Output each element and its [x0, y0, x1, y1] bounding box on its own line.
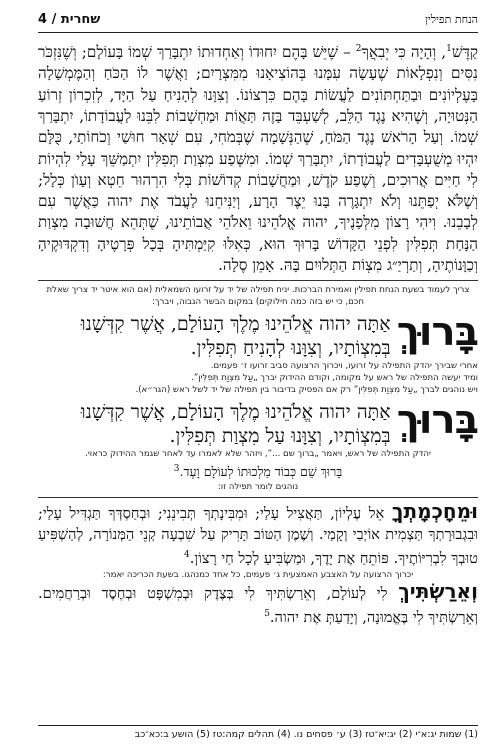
- baruch-shem-line: [38, 460, 478, 481]
- footnote-ref-1: 1: [446, 44, 452, 54]
- instruction-head: ומיד יעשה התפילה של ראש על מקומה, וקודם ההידוק יברך „עַל מִצְוַת תְּפִלִּין”.: [191, 373, 478, 384]
- footnote-ref-2: 2: [355, 44, 362, 54]
- intro-text-main: – שֶׁיֵּשׁ בָּהֶם יִחוּדוֹ וְאַחְדוּתוֹ יִתְבָּרַךְ שְׁמוֹ בָּעוֹלָם; וְשֶׁנִּזְכֹּר נִסִּים וְנִפְלָאוֹת שֶׁעָשָׂה עִמָּנוּ בְּהוֹצִיאָנוּ מִמִּצְרָיִם; וַאֲשֶׁר לוֹ הַכֹּחַ וְהַמֶּמְשָׁלָה בָּעֶלְיוֹנִים וּבַתַּחְתּוֹנִים לַעֲשׂוֹת בָּהֶם כִּרְצוֹנוֹ. וְצִוָּנוּ לְהָנִיחַ עַל הַיָּד, לְזִכְרוֹן זְרוֹעַ הַנְּטוּיָה, וְשֶׁהִיא נֶגֶד הַלֵּב, לְשַׁעְבֵּד בָּזֶה תַּאֲוֹת וּמַחְשְׁבוֹת לִבֵּנוּ לַעֲבוֹדָתוֹ, יִתְבָּרַךְ שְׁמוֹ. וְעַל הָרֹאשׁ נֶגֶד הַמֹּחַ, שֶׁהַנְּשָׁמָה שֶׁבְּמֹחִי, עִם שְׁאָר חוּשַׁי וְכֹחוֹתַי, כֻּלָּם יִהְיוּ מְשֻׁעְבָּדִים לַעֲבוֹדָתוֹ, יִתְבָּרַךְ שְׁמוֹ. וּמִשֶּׁפַע מִצְוַת תְּפִלִּין יִתְמַשֵּׁךְ עָלַי לִהְיוֹת לִי חַיִּים אֲרוּכִים, וְשֶׁפַע קֹדֶשׁ, וּמַחֲשָׁבוֹת קְדוֹשׁוֹת בְּלִי הִרְהוּר חֵטְא וְעָוֺן כְּלָל; וְשֶׁלֹּא יְפַתֵּנוּ וְלֹא יִתְגָּרֶה בָּנוּ יֵצֶר הָרָע, וְיַנִּיחֵנוּ לַעֲבֹד אֶת יהוה כַּאֲשֶׁר עִם לְבָבֵנוּ. וִיהִי רָצוֹן מִלְּפָנֶיךָ, יהוה אֱלֹהֵינוּ וֵאלֹהֵי אֲבוֹתֵינוּ, שֶׁתְּהֵא חֲשׁוּבָה מִצְוַת הַנָּחַת תְּפִלִּין לִפְנֵי הַקָּדוֹשׁ בָּרוּךְ הוּא, כְּאִלּוּ קִיַּמְתִּיהָ בְּכָל פְּרָטֶיהָ וְדִקְדּוּקֶיהָ וְכַוָּנוֹתֶיהָ, וְתַרְיַ״ג מִצְוֹת הַתְּלוּיִם בָּהּ. אָמֵן סֶלָה.: [38, 43, 478, 275]
- prayer-lead-word: וּמֵחָכְמָתְךָ: [391, 499, 478, 524]
- intro-text-mid: , וְהָיָה כִּי יְבִאֲךָ: [361, 43, 447, 62]
- blessing-hand: [38, 309, 478, 360]
- baruch-shem-text: בָּרוּךְ שֵׁם כְּבוֹד מַלְכוּתוֹ לְעוֹלָם וָעֶד.: [179, 464, 343, 480]
- divider: [38, 497, 478, 498]
- footnotes: (1) שמות יג:א־י (2) יג:יא־טז (3) ע׳ פסחים נו. (4) תהלים קמה:טז (5) הושע ב:כא־כב: [38, 725, 478, 740]
- page-label: 4 / שחרית: [38, 12, 101, 27]
- section-title: הנחת תפילין: [425, 13, 478, 26]
- instruction-tefillin-hand: צריך לעמוד בשעת הנחת תפילין ואמירת הברכות. יניח תפילה של יד על זרועו השמאלית (אם הוא איטר יד צריך שאלת חכם, כי יש בזה כמה חילוקים) במקום הבשר הגבוה, ויברך:: [46, 285, 470, 308]
- prayer-umechochmatcha: [38, 501, 478, 569]
- instruction-custom: ויש נוהגים לברך „עַל מִצְוַת תְּפִלִּין” רק אם הפסיק בדיבור בין תפילה של יד לשל ראש (הגר״א).: [135, 385, 478, 396]
- prayer-text: לִי לְעוֹלָם, וְאֵרַשְׂתִּיךְ לִי בְּצֶדֶק וּבְמִשְׁפָּט וּבְחֶסֶד וּבְרַחֲמִים. וְאֵרַשְׂתִּיךְ לִי בֶּאֱמוּנָה, וְיָדַעַתְּ אֶת יהוה.: [38, 585, 478, 627]
- footnote-ref-4: 4: [184, 550, 190, 561]
- prayer-text: אֵל עֶלְיוֹן, תַּאֲצִיל עָלַי; וּמִבִּינָתְךָ תְּבִינֵנִי; וּבְחַסְדְּךָ תַּגְדִּיל עָלַי; וּבִגְבוּרָתְךָ תַּצְמִית אוֹיְבַי וְקָמַי. וְשֶׁמֶן הַטּוֹב תָּרִיק עַל שִׁבְעָה קְנֵי הַמְּנוֹרָה, לְהַשְׁפִּיעַ טוּבְךָ לִבְרִיּוֹתֶיךָ. פּוֹתֵחַ אֶת יָדֶךָ, וּמַשְׂבִּיעַ לְכָל חַי רָצוֹן.: [38, 505, 478, 568]
- footnote-ref-5: 5: [264, 609, 270, 620]
- footnote-ref-3: 3: [173, 464, 180, 475]
- instruction-finger-wrap: יכרוך הרצועה על האצבע האמצעית ג׳ פעמים, כל אחד כמנהגו. בשעת הכריכה יאמר:: [102, 570, 414, 581]
- instruction-custom-prayer: נוהגים לומר תפילה זו:: [217, 482, 299, 493]
- blessing-text: אַתָּה יהוה אֱלֹהֵינוּ מֶלֶךְ הָעוֹלָם, אֲשֶׁר קִדְּשָׁנוּ בְּמִצְוֹתָיו, וְצִוָּנוּ עַל מִצְוַת תְּפִלִּין.: [80, 401, 391, 448]
- running-header: [38, 12, 478, 33]
- blessing-lead-word: בָּרוּךְ: [396, 397, 478, 444]
- instruction-tighten: יהדק התפילה של ראש, ויאמר „ברוך שם ...”, ויזהר שלא לאמרו עד לאחר שגמר ההידוק כראוי.: [85, 449, 431, 460]
- instruction-wrap-arm: אחרי שבירך יהדק התפילה על זרועו, ויכרוך הרצועה סביב זרועו ז׳ פעמים.: [210, 361, 478, 372]
- prayer-lead-word: וְאֵרַשְׂתִּיךְ: [398, 579, 478, 604]
- intro-text-start: קַדֶּשׁ: [451, 43, 478, 62]
- divider: [38, 280, 478, 281]
- blessing-head: [38, 397, 478, 448]
- intro-paragraph: [38, 39, 478, 276]
- page: [38, 12, 478, 740]
- blessing-lead-word: בָּרוּךְ: [396, 309, 478, 356]
- blessing-text: אַתָּה יהוה אֱלֹהֵינוּ מֶלֶךְ הָעוֹלָם, אֲשֶׁר קִדְּשָׁנוּ בְּמִצְוֹתָיו, וְצִוָּנוּ לְהָנִיחַ תְּפִלִּין.: [80, 313, 391, 360]
- prayer-vearastich: [38, 581, 478, 628]
